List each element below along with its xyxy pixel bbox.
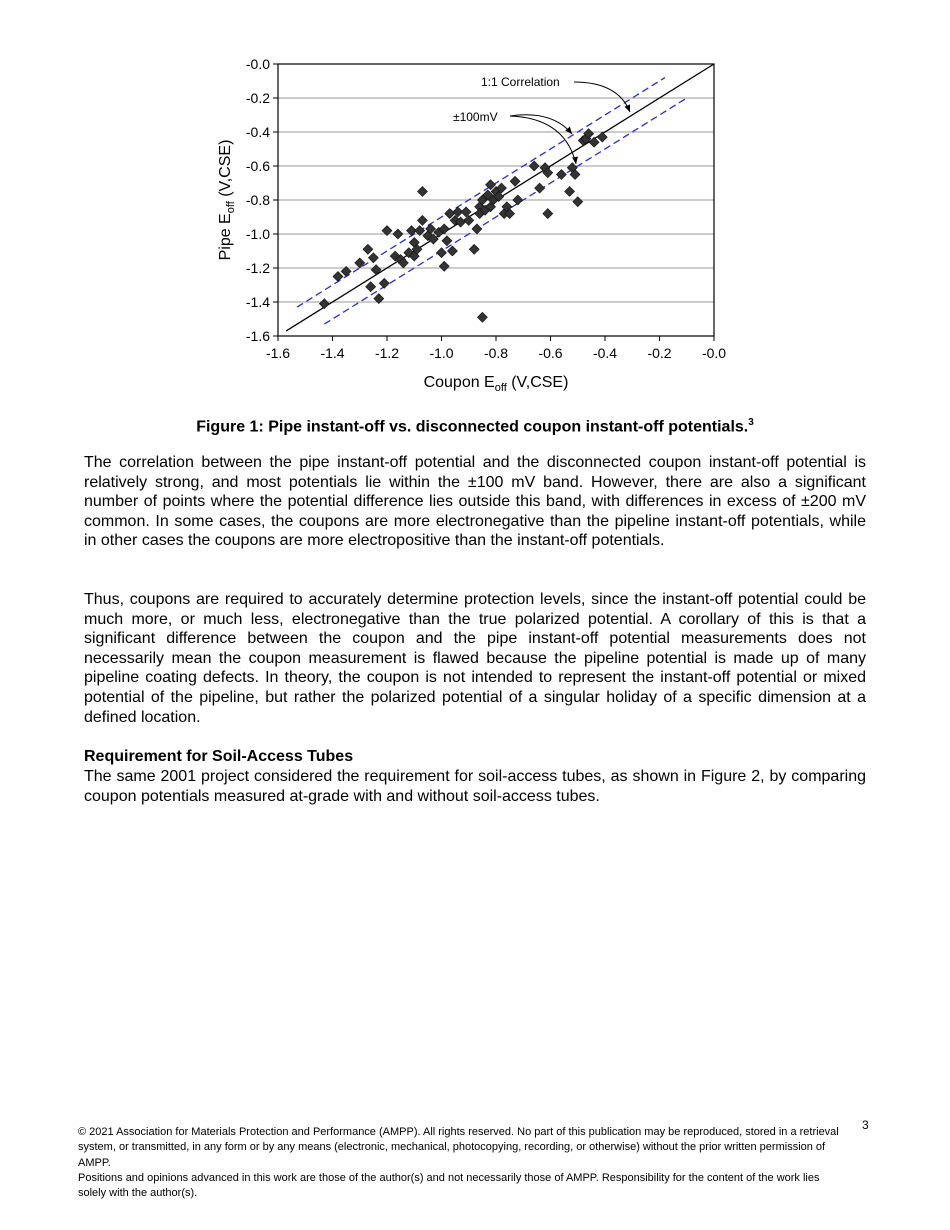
y-tick-label-8: -1.6 — [245, 328, 270, 344]
annotation-arrow-correlation — [574, 82, 630, 112]
y-tick-label-4: -0.8 — [245, 192, 270, 208]
data-point-0-32 — [447, 246, 457, 256]
paragraph-coupons-required: Thus, coupons are required to accurately determine protection levels, since the instant-off potential could be much more, or much less, electronegative than the true polarized potential. A corollary of this is that a significant difference between the coupon and the pipe instant-off potential measurements does not necessarily mean the coupon measurement is flawed because the pipeline potential is made up of many pipeline coating defects. In theory, the coupon is not intended to represent the instant-off potential or mixed potential of the pipeline, but rather the polarized potential of a singular holiday of a specific dimension at a defined location. — [84, 591, 866, 726]
data-point-0-55 — [510, 176, 520, 186]
x-tick-label-5: -0.6 — [538, 345, 563, 361]
annotation-1to1-correlation: 1:1 Correlation — [481, 75, 560, 89]
data-point-0-66 — [573, 197, 583, 207]
data-point-0-6 — [368, 253, 378, 263]
caption-reference: 3 — [748, 417, 754, 428]
x-tick-label-8: -0.0 — [701, 345, 727, 361]
x-tick-label-7: -0.2 — [647, 345, 672, 361]
scatter-chart — [200, 52, 760, 397]
data-point-0-63 — [565, 187, 575, 197]
x-tick-label-4: -0.8 — [483, 345, 509, 361]
arrowhead-lower-band — [572, 157, 578, 164]
y-tick-label-0: -0.0 — [245, 56, 270, 72]
x-tick-label-2: -1.2 — [374, 345, 400, 361]
annotation-arrow-upper-band — [510, 115, 572, 134]
data-point-0-36 — [461, 207, 471, 217]
x-tick-label-3: -1.0 — [429, 345, 454, 361]
x-tick-label-0: -1.6 — [265, 345, 291, 361]
annotation-100mv-band: ±100mV — [453, 110, 498, 124]
x-tick-label-1: -1.4 — [320, 345, 345, 361]
annotations — [453, 75, 630, 164]
y-tick-label-3: -0.6 — [245, 158, 270, 174]
data-point-0-56 — [513, 195, 523, 205]
data-point-0-12 — [393, 229, 403, 239]
y-axis-label: Pipe $E_{off}$ (V,CSE) — [217, 139, 237, 261]
paragraph-correlation: The correlation between the pipe instant-off potential and the disconnected coupon instant-off potential is relatively strong, and most potentials lie within the ±100 mV band. However, there are also a significant number of points where the potential difference lies outside this band, with differences in excess of ±200 mV common. In some cases, the coupons are more electronegative than the pipeline instant-off potentials, while in other cases the coupons are more electropositive than the instant-off potentials. — [84, 454, 866, 550]
caption-text: Figure 1: Pipe instant-off vs. disconnected coupon instant-off potentials. — [196, 418, 749, 436]
data-point-0-0 — [319, 299, 329, 309]
data-point-0-38 — [469, 244, 479, 254]
data-point-0-43 — [477, 312, 487, 322]
y-tick-label-7: -1.4 — [245, 294, 270, 310]
page-number: 3 — [862, 1118, 869, 1132]
data-point-0-71 — [597, 132, 607, 142]
data-point-0-27 — [437, 248, 447, 258]
section-heading: Requirement for Soil-Access Tubes — [84, 748, 354, 765]
data-point-0-30 — [442, 236, 452, 246]
data-point-0-21 — [417, 215, 427, 225]
footer-disclaimer: Positions and opinions advanced in this work are those of the author(s) and not necessarily those of AMPP. Responsibility for the content of the work lies solely with the author(s). — [78, 1171, 820, 1200]
y-tick-label-6: -1.2 — [245, 260, 270, 276]
y-tick-label-5: -1.0 — [245, 226, 270, 242]
figure-caption — [84, 413, 866, 437]
section-body: The same 2001 project considered the requirement for soil-access tubes, as shown in Figure 2, by comparing coupon potentials measured at-grade with and without soil-access tubes. — [84, 768, 866, 805]
footer-copyright: © 2021 Association for Materials Protection and Performance (AMPP). All rights reserved. No part of this publication may be reproduced, stored in a retrieval system, or transmitted, in any form or by any means (electronic, mechanical, photocopying, recording, or otherwise) without the prior written permission of AMPP. — [78, 1126, 839, 1169]
data-point-0-22 — [417, 187, 427, 197]
data-point-0-5 — [366, 282, 376, 292]
data-point-0-1 — [333, 272, 343, 282]
data-point-0-9 — [379, 278, 389, 288]
data-point-0-57 — [529, 161, 539, 171]
y-tick-label-1: -0.2 — [245, 90, 270, 106]
data-point-0-28 — [439, 261, 449, 271]
y-tick-label-2: -0.4 — [245, 124, 270, 140]
data-point-0-39 — [472, 224, 482, 234]
x-axis-label: Coupon $E_{off}$ (V,CSE) — [423, 374, 569, 394]
data-point-0-4 — [363, 244, 373, 254]
data-point-0-58 — [535, 183, 545, 193]
data-point-0-60 — [543, 209, 553, 219]
x-tick-label-6: -0.4 — [592, 345, 618, 361]
data-point-0-37 — [464, 215, 474, 225]
copyright-footer — [78, 1125, 848, 1201]
